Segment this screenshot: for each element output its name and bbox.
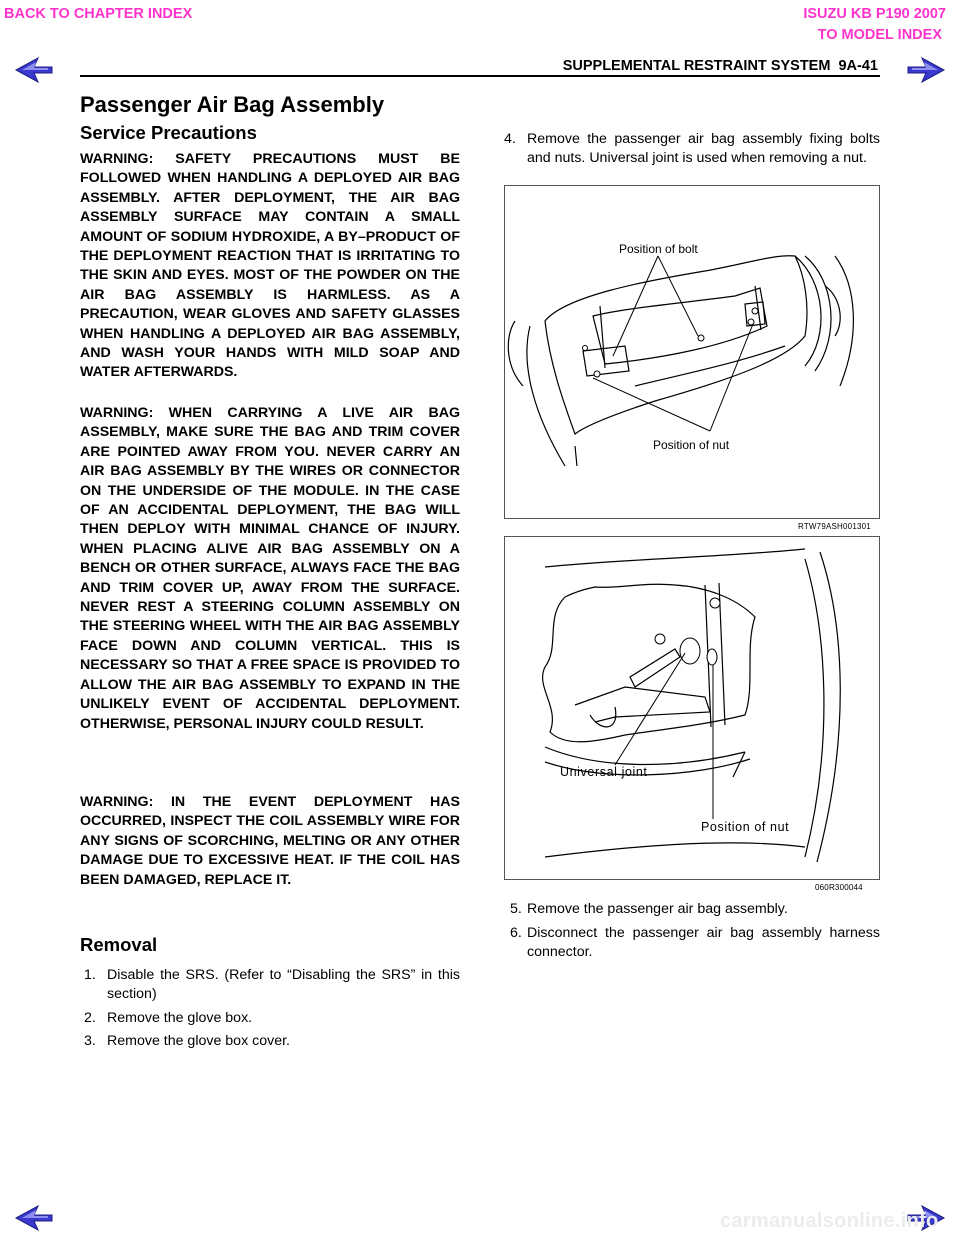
step-number: 2. bbox=[84, 1010, 96, 1026]
list-item bbox=[84, 1032, 460, 1051]
glove-box-illustration bbox=[505, 186, 879, 518]
figure-code: 060R300044 bbox=[815, 883, 863, 892]
figure-universal-joint bbox=[504, 536, 880, 880]
figure-glove-box-fixings bbox=[504, 185, 880, 519]
running-header: SUPPLEMENTAL RESTRAINT SYSTEM 9A-41 bbox=[562, 58, 878, 74]
step-number: 3. bbox=[84, 1033, 96, 1049]
step-number: 4. bbox=[504, 131, 516, 147]
to-model-index-link[interactable]: TO MODEL INDEX bbox=[817, 27, 942, 43]
step-text: Remove the glove box cover. bbox=[107, 1033, 290, 1049]
universal-joint-illustration bbox=[505, 537, 879, 879]
removal-heading: Removal bbox=[80, 934, 158, 955]
list-item bbox=[84, 966, 460, 1004]
callout-position-of-nut: Position of nut bbox=[701, 820, 790, 834]
warning-paragraph-3: WARNING: IN THE EVENT DEPLOYMENT HAS OCCURRED, INSPECT THE COIL ASSEMBLY WIRE FOR ANY SIGNS OF SCORCHING, MELTING OR ANY OTHER DAMAGE DUE TO EXCESSIVE HEAT. IF THE COIL HAS BEEN DAMAGED, REPLACE IT. bbox=[80, 794, 460, 888]
service-precautions-heading: Service Precautions bbox=[80, 122, 257, 143]
watermark: carmanualsonline.info bbox=[720, 1210, 939, 1232]
list-item bbox=[84, 1009, 460, 1028]
model-title[interactable]: ISUZU KB P190 2007 bbox=[803, 6, 946, 22]
previous-page-arrow-icon[interactable] bbox=[14, 1204, 54, 1232]
step-text: Remove the glove box. bbox=[107, 1010, 253, 1026]
figure-code: RTW79ASH001301 bbox=[798, 522, 871, 531]
page-title: Passenger Air Bag Assembly bbox=[80, 92, 385, 117]
step-text: Remove the passenger air bag assembly fixing bolts and nuts. Universal joint is used when removing a nut. bbox=[527, 131, 880, 166]
step-text: Disable the SRS. (Refer to “Disabling the SRS” in this section) bbox=[107, 967, 460, 1002]
callout-position-of-nut: Position of nut bbox=[653, 438, 730, 452]
step-text: Disconnect the passenger air bag assembly harness connector. bbox=[527, 925, 880, 960]
callout-position-of-bolt: Position of bolt bbox=[619, 242, 698, 256]
step-number: 5. bbox=[510, 901, 522, 917]
back-to-chapter-index-link[interactable]: BACK TO CHAPTER INDEX bbox=[4, 6, 193, 22]
previous-page-arrow-icon[interactable] bbox=[14, 56, 54, 84]
step-number: 1. bbox=[84, 967, 96, 983]
next-page-arrow-icon[interactable] bbox=[906, 56, 946, 84]
step-text: Remove the passenger air bag assembly. bbox=[527, 901, 788, 917]
warning-paragraph-1: WARNING: SAFETY PRECAUTIONS MUST BE FOLLOWED WHEN HANDLING A DEPLOYED AIR BAG ASSEMBLY. AFTER DEPLOYMENT, THE AIR BAG ASSEMBLY SURFACE MAY CONTAIN A SMALL AMOUNT OF SODIUM HYDROXIDE, A BY–PRODUCT OF THE DEPLOYMENT REACTION THAT IS IRRITATING TO THE SKIN AND EYES. MOST OF THE POWDER ON THE AIR BAG ASSEMBLY IS HARMLESS. AS A PRECAUTION, WEAR GLOVES AND SAFETY GLASSES WHEN HANDLING A DEPLOYED AIR BAG ASSEMBLY, AND WASH YOUR HANDS WITH MILD SOAP AND WATER AFTERWARDS. bbox=[80, 151, 460, 381]
list-item bbox=[504, 924, 880, 962]
step-number: 6. bbox=[510, 925, 522, 941]
warning-paragraph-2: WARNING: WHEN CARRYING A LIVE AIR BAG ASSEMBLY, MAKE SURE THE BAG AND TRIM COVER ARE POINTED AWAY FROM YOU. NEVER CARRY AN AIR BAG ASSEMBLY BY THE WIRES OR CONNECTOR ON THE UNDERSIDE OF THE MODULE. IN THE CASE OF AN ACCIDENTAL DEPLOYMENT, THE BAG WILL THEN DEPLOY WITH MINIMAL CHANCE OF INJURY. WHEN PLACING ALIVE AIR BAG ASSEMBLY ON A BENCH OR OTHER SURFACE, ALWAYS FACE THE BAG AND TRIM COVER UP, AWAY FROM THE SURFACE. NEVER REST A STEERING COLUMN ASSEMBLY ON THE STEERING WHEEL WITH THE AIR BAG ASSEMBLY FACE DOWN AND COLUMN VERTICAL. THIS IS NECESSARY SO THAT A FREE SPACE IS PROVIDED TO ALLOW THE AIR BAG ASSEMBLY TO EXPAND IN THE UNLIKELY EVENT OF ACCIDENTAL DEPLOYMENT. OTHERWISE, PERSONAL INJURY COULD RESULT. bbox=[80, 405, 460, 732]
list-item bbox=[504, 130, 880, 168]
callout-universal-joint: Universal joint bbox=[560, 765, 648, 779]
header-rule bbox=[80, 75, 880, 77]
list-item bbox=[504, 900, 880, 919]
